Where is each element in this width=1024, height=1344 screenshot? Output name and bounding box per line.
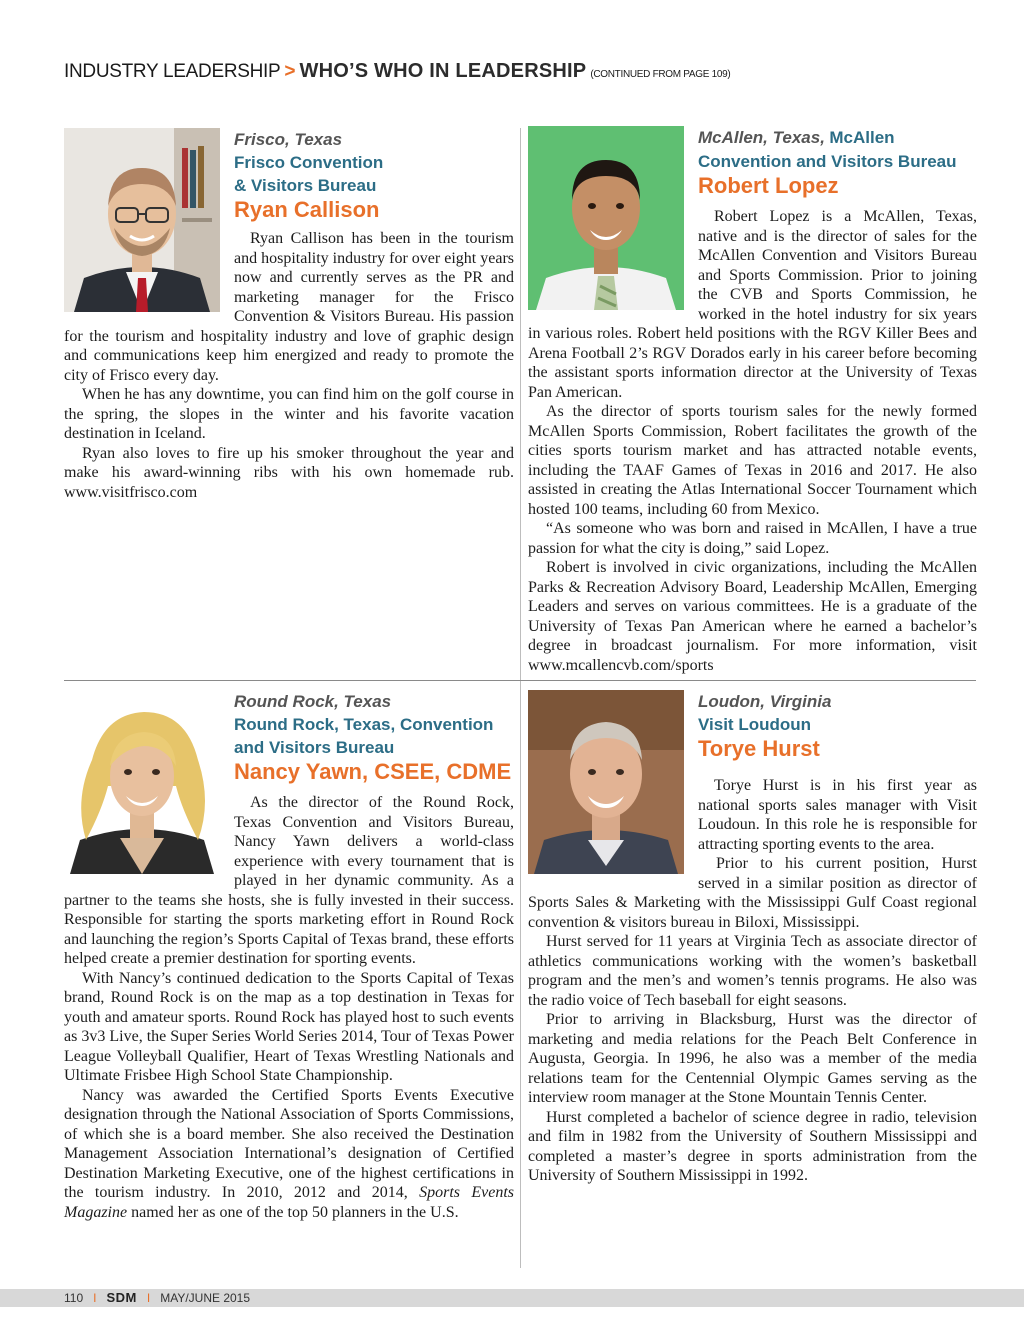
profile-org-line: & Visitors Bureau (234, 176, 377, 195)
profile-org-line: Frisco Convention (234, 153, 384, 172)
continued-note: (CONTINUED FROM PAGE 109) (590, 69, 731, 80)
profile-location: Round Rock, Texas (234, 692, 392, 711)
portrait-photo (528, 690, 684, 874)
body-paragraph: As the director of the Round Rock, Texas Convention and Visitors Bureau, Nancy Yawn delivers a world-class experience with every tournament that is played in her dynamic community. As a partner to the teams she hosts, she is fully invested in their success. Responsible for starting the sports marketing effort in Round Rock and launching the region’s Sports Capital of Texas brand, these efforts helped create a premier destination for sporting events. (64, 794, 514, 967)
body-paragraph: With Nancy’s continued dedication to the Sports Capital of Texas brand, Round Rock is on the map as a top destination in Texas for youth and amateur sports. Round Rock has played host to such events as 3v3 Live, the Super Series World Series 2014, Tour of Texas Power League Volleyball Qualifier, Heart of Texas Wrestling Nationals and Ultimate Frisbee High School State Championship. (64, 969, 514, 1084)
profile-name: Ryan Callison (234, 197, 380, 222)
body-paragraph: Torye Hurst is in his first year as national sports sales manager with Visit Loudoun. In this role he is responsible for attracting sporting events to the area. (698, 777, 977, 853)
body-text: named her as one of the top 50 planners in the U.S. (131, 1203, 459, 1221)
body-paragraph: “As someone who was born and raised in McAllen, I have a true passion for what the city is doing,” said Lopez. (528, 520, 977, 557)
page-footer (64, 1290, 250, 1306)
body-paragraph: Prior to his current position, Hurst served in a similar position as director of Sports Sales & Marketing with the Mississippi Gulf Coast regional convention & visitors bureau in Biloxi, Mississippi. (528, 855, 977, 931)
profile-location: Loudon, Virginia (698, 692, 832, 711)
section-label: INDUSTRY LEADERSHIP (64, 61, 281, 82)
page-number: 110 (64, 1291, 84, 1305)
issue-date: MAY/JUNE 2015 (160, 1291, 251, 1305)
profile-org-line: Round Rock, Texas, Convention (234, 715, 494, 734)
profile-location: Frisco, Texas (234, 130, 343, 149)
portrait-icon (64, 690, 220, 874)
portrait-icon (528, 690, 684, 874)
profile-name: Robert Lopez (698, 173, 839, 198)
body-paragraph: As the director of sports tourism sales for the newly formed McAllen Sports Commission, Robert facilitates the growth of the cities sports tourism market and has attracted notable events, including the TAAF Games of Texas in 2016 and 2017. He also assisted in creating the Atlas International Soccer Tournament which hosted 100 teams, including 60 from Mexico. (528, 403, 977, 518)
footer-separator: I (146, 1291, 151, 1305)
body-paragraph: When he has any downtime, you can find him on the golf course in the spring, the slopes in the winter and his favorite vacation destination in Iceland. (64, 386, 514, 442)
page-title: WHO’S WHO IN LEADERSHIP (299, 60, 587, 82)
profile-name: Torye Hurst (698, 736, 820, 761)
profile-torye-hurst (528, 690, 977, 1186)
body-paragraph: Hurst completed a bachelor of science degree in radio, television and film in 1982 from the University of Southern Mississippi and completed a master’s degree in sports administration from the University of Southern Mississippi in 1992. (528, 1108, 977, 1184)
column-divider (520, 128, 521, 1268)
footer-separator: I (93, 1291, 97, 1305)
portrait-photo (528, 126, 684, 310)
profile-location: McAllen, Texas, (698, 128, 825, 147)
profile-org-line: and Visitors Bureau (234, 738, 395, 757)
body-paragraph: Prior to arriving in Blacksburg, Hurst was the director of marketing and media relations for the Peach Belt Conference in Augusta, Georgia. In 1996, he also was a member of the media relations team for the Centennial Olympic Games serving as the interview room manager at the Stone Mountain Tennis Center. (528, 1011, 977, 1106)
profile-org-line: McAllen (829, 128, 895, 147)
profile-org-line: Visit Loudoun (698, 715, 812, 734)
profile-name: Nancy Yawn, CSEE, CDME (234, 759, 512, 784)
magazine-logo: SDM (106, 1290, 137, 1305)
body-paragraph (64, 1086, 514, 1223)
profile-robert-lopez (528, 126, 977, 675)
page-header (64, 60, 964, 83)
body-paragraph: Ryan Callison has been in the tourism and hospitality industry for over eight years now and currently serves as the PR and marketing manager for the Frisco Convention & Visitors Bureau. His passion for the tourism and hospitality industry and love of graphic design and communications keep him energized and ready to promote the city of Frisco every day. (64, 230, 514, 384)
body-paragraph: Ryan also loves to fire up his smoker throughout the year and make his award-winning ribs with his own homemade rub. www.visitfrisco.com (64, 444, 514, 501)
body-paragraph: Robert Lopez is a McAllen, Texas, native and is the director of sales for the McAllen Convention and Visitors Bureau and Sports Commission. Prior to joining the CVB and Sports Commission, he worked in the hotel industry for six years in various roles. Robert held positions with the RGV Killer Bees and Arena Football 2’s RGV Dorados early in his career before becoming the assistant sports information director at the University of Texas Pan American. (528, 208, 977, 401)
row-divider (64, 680, 976, 681)
profile-org-line: Convention and Visitors Bureau (698, 152, 957, 171)
body-paragraph: Robert is involved in civic organizations, including the McAllen Parks & Recreation Advisory Board, Leadership McAllen, Emerging Leaders and serves on various committees. He is a graduate of the University of Texas Pan American where he earned a bachelor’s degree in broadcast journalism. For more information, visit www.mcallencvb.com/sports (528, 559, 977, 674)
arrow-icon: > (284, 61, 296, 82)
portrait-icon (528, 126, 684, 310)
body-text: Nancy was awarded the Certified Sports Events Executive designation through the National Association of Sports Commissions, of which she is a board member. She also received the Destination Management Association International’s designation of Certified Destination Marketing Executive, one of the highest certifications in the tourism industry. In 2010, 2012 and 2014, (64, 1086, 514, 1201)
profile-ryan-callison (64, 128, 514, 502)
portrait-photo (64, 690, 220, 874)
profile-nancy-yawn (64, 690, 514, 1222)
portrait-photo (64, 128, 220, 312)
magazine-name: Sports Events Magazine (64, 1184, 515, 1221)
body-paragraph: Hurst served for 11 years at Virginia Tech as associate director of athletics communications working with the women’s basketball program and the men’s and women’s tennis programs. He also was the radio voice of Tech baseball for eight seasons. (528, 933, 977, 1009)
portrait-icon (64, 128, 220, 312)
